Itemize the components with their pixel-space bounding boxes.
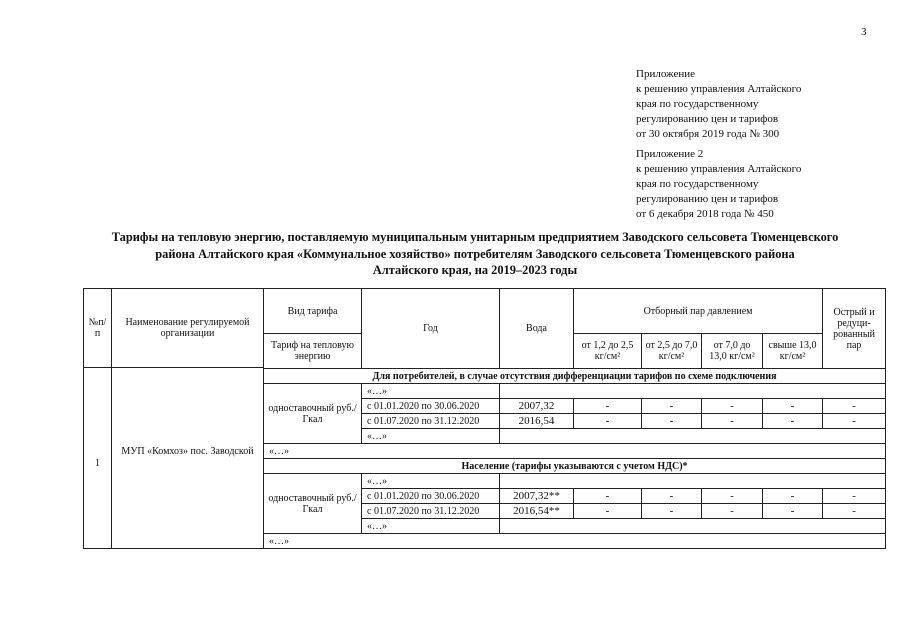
header-steam: Отборный пар давлением <box>574 289 823 334</box>
dash-cell: - <box>823 489 886 504</box>
tariff-table <box>83 288 886 549</box>
tariff-kind: одноставочный руб./Гкал <box>264 384 362 444</box>
dash-cell: - <box>574 504 642 519</box>
dash-cell: - <box>763 414 823 429</box>
header-steam-col-4: свыше 13,0 кг/см² <box>763 334 823 369</box>
tariff-kind: одноставочный руб./Гкал <box>264 474 362 534</box>
org-name: МУП «Комхоз» пос. Заводской <box>112 368 264 549</box>
period-cell: с 01.01.2020 по 30.06.2020 <box>362 489 500 504</box>
ellipsis: «…» <box>362 474 500 489</box>
title-line: Алтайского края, на 2019–2023 годы <box>372 263 578 277</box>
ellipsis: «…» <box>264 534 886 549</box>
header-tariff-type: Вид тарифа <box>264 289 362 334</box>
title-line: Тарифы на тепловую энергию, поставляемую муниципальным унитарным предприятием Заводского сельсовета Тюменцевского <box>111 230 839 244</box>
header-steam-col-3: от 7,0 до 13,0 кг/см² <box>702 334 763 369</box>
empty-cell <box>500 474 886 489</box>
ellipsis: «…» <box>362 384 500 399</box>
header-sharp-steam: Острый и редуци-рованный пар <box>823 289 886 369</box>
header-tariff-heat: Тариф на тепловую энергию <box>264 334 362 369</box>
appendix-line: регулированию цен и тарифов <box>636 193 779 205</box>
dash-cell: - <box>642 414 702 429</box>
period-cell: с 01.07.2020 по 31.12.2020 <box>362 414 500 429</box>
water-value: 2007,32 <box>500 399 574 414</box>
dash-cell: - <box>702 504 763 519</box>
dash-cell: - <box>574 489 642 504</box>
water-value: 2016,54** <box>500 504 574 519</box>
dash-cell: - <box>642 399 702 414</box>
header-steam-col-1: от 1,2 до 2,5 кг/см² <box>574 334 642 369</box>
dash-cell: - <box>642 489 702 504</box>
dash-cell: - <box>823 399 886 414</box>
dash-cell: - <box>642 504 702 519</box>
appendix-line: края по государственному <box>636 178 759 190</box>
appendix-line: к решению управления Алтайского <box>636 83 802 95</box>
dash-cell: - <box>702 489 763 504</box>
header-steam-col-2: от 2,5 до 7,0 кг/см² <box>642 334 702 369</box>
header-row <box>84 289 886 334</box>
row-number: 1 <box>84 368 112 549</box>
dash-cell: - <box>702 399 763 414</box>
appendix-line: Приложение 2 <box>636 148 704 160</box>
section-title: Для потребителей, в случае отсутствия дифференциации тарифов по схеме подключения <box>264 369 886 384</box>
appendix-line: Приложение <box>636 68 696 80</box>
page-number: 3 <box>861 26 867 38</box>
ellipsis: «…» <box>362 519 500 534</box>
period-cell: с 01.07.2020 по 31.12.2020 <box>362 504 500 519</box>
dash-cell: - <box>823 414 886 429</box>
dash-cell: - <box>823 504 886 519</box>
dash-cell: - <box>763 489 823 504</box>
empty-cell <box>500 429 886 444</box>
header-water: Вода <box>500 289 574 369</box>
period-cell: с 01.01.2020 по 30.06.2020 <box>362 399 500 414</box>
appendix-header-1 <box>636 67 886 142</box>
appendix-line: регулированию цен и тарифов <box>636 113 779 125</box>
section-title: Население (тарифы указываются с учетом НДС)* <box>264 459 886 474</box>
dash-cell: - <box>763 399 823 414</box>
title-line: района Алтайского края «Коммунальное хозяйство» потребителям Заводского сельсовета Тюменцевского района <box>155 246 795 261</box>
water-value: 2016,54 <box>500 414 574 429</box>
appendix-line: от 6 декабря 2018 года № 450 <box>636 208 774 220</box>
ellipsis: «…» <box>264 444 886 459</box>
header-org: Наименование регулируемой организации <box>112 289 264 368</box>
document-title <box>70 229 880 279</box>
empty-cell <box>500 384 886 399</box>
water-value: 2007,32** <box>500 489 574 504</box>
appendix-line: от 30 октября 2019 года № 300 <box>636 128 780 140</box>
dash-cell: - <box>763 504 823 519</box>
appendix-header-2 <box>636 147 886 222</box>
appendix-line: края по государственному <box>636 98 759 110</box>
header-num: №п/п <box>84 289 112 368</box>
ellipsis: «…» <box>362 429 500 444</box>
dash-cell: - <box>702 414 763 429</box>
header-year: Год <box>362 289 500 369</box>
dash-cell: - <box>574 399 642 414</box>
appendix-line: к решению управления Алтайского <box>636 163 802 175</box>
empty-cell <box>500 519 886 534</box>
dash-cell: - <box>574 414 642 429</box>
